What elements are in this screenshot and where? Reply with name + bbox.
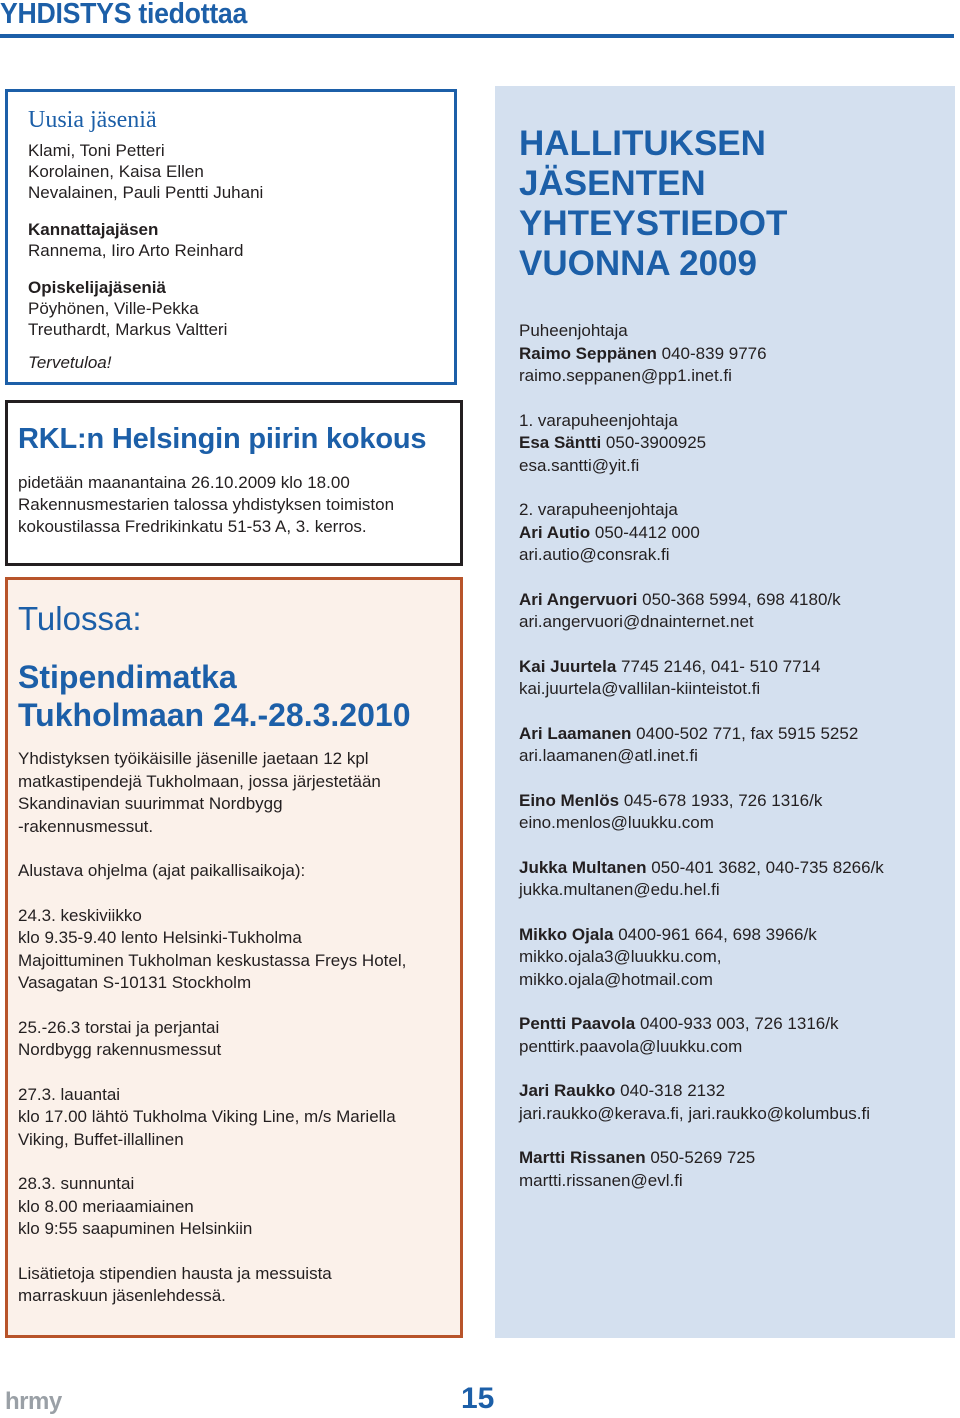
meeting-box [5,400,463,566]
contact-name: Jukka Multanen [519,857,647,877]
contact-email: mikko.ojala3@luukku.com, [519,947,722,966]
contact-name: Eino Menlös [519,790,620,810]
contact-vice-chair-2 [519,499,955,567]
board-title-line: HALLITUKSEN [519,124,766,163]
schedule-day [18,1173,460,1241]
contact-phone: 0400-502 771, fax 5915 5252 [631,723,859,743]
contact-chair [519,320,955,388]
contact-email: raimo.seppanen@pp1.inet.fi [519,366,732,385]
board-contacts-title [519,124,955,284]
contact-phone: 0400-933 003, 726 1316/k [635,1014,839,1033]
contact-name: Martti Rissanen [519,1148,646,1167]
schedule-line: 24.3. keskiviikko [18,905,142,925]
contact-role: 2. varapuheenjohtaja [519,500,678,519]
contact-member [519,1013,955,1058]
header-rule [0,34,954,38]
program-heading: Alustava ohjelma (ajat paikallisaikoja): [18,861,306,880]
contact-email: martti.rissanen@evl.fi [519,1170,683,1190]
trip-title-line: Tukholmaan 24.-28.3.2010 [18,697,411,733]
meeting-line: kokoustilassa Fredrikinkatu 51-53 A, 3. kerros. [18,517,367,536]
contact-phone: 040-318 2132 [615,1081,726,1100]
meeting-line: pidetään maanantaina 26.10.2009 klo 18.00 [18,473,350,492]
contact-phone: 7745 2146, 041- 510 7714 [616,656,821,676]
new-members-heading: Uusia jäseniä [28,107,157,133]
member-name: Rannema, Iiro Arto Reinhard [28,241,244,260]
contact-phone: 050-368 5994, 698 4180/k [637,589,841,609]
member-name: Klami, Toni Petteri [28,141,165,160]
contact-name: Esa Säntti [519,433,602,452]
member-name: Korolainen, Kaisa Ellen [28,162,204,181]
contact-phone: 045-678 1933, 726 1316/k [619,790,823,810]
member-name: Treuthardt, Markus Valtteri [28,320,228,339]
contact-name: Pentti Paavola [519,1014,636,1033]
more-info [18,1263,460,1308]
schedule-line: 25.-26.3 torstai ja perjantai [18,1017,220,1037]
contact-email: esa.santti@yit.fi [519,455,640,475]
more-info-line: marraskuun jäsenlehdessä. [18,1286,226,1305]
contact-name: Mikko Ojala [519,924,614,944]
contact-role: Puheenjohtaja [519,321,628,340]
meeting-line: Rakennusmestarien talossa yhdistyksen toimiston [18,495,395,514]
contact-vice-chair-1 [519,410,955,478]
contact-email: penttirk.paavola@luukku.com [519,1036,743,1056]
contact-phone: 040-839 9776 [656,343,767,363]
contact-phone: 050-5269 725 [645,1148,756,1167]
scholarship-trip-box [5,577,463,1338]
contact-name: Jari Raukko [519,1081,616,1100]
schedule-line: klo 9.35-9.40 lento Helsinki-Tukholma [18,928,302,947]
contact-member [519,1147,955,1192]
contact-email: ari.angervuori@dnainternet.net [519,612,754,631]
new-members-list [28,140,454,340]
member-name: Pöyhönen, Ville-Pekka [28,299,199,318]
intro-line: Yhdistyksen työikäisille jäsenille jaetaan 12 kpl [18,749,369,768]
contact-member [519,656,955,701]
contact-member [519,857,955,902]
publication-logo: hrmy [5,1388,62,1415]
schedule-day [18,1084,460,1152]
page-number: 15 [461,1382,495,1415]
contact-email: jukka.multanen@edu.hel.fi [519,880,720,899]
schedule-line: klo 17.00 lähtö Tukholma Viking Line, m/s Mariella [18,1107,396,1126]
contact-name: Ari Autio [519,522,591,542]
new-members-box [5,89,457,385]
board-title-line: JÄSENTEN [519,164,706,203]
board-title-line: VUONNA 2009 [519,244,757,283]
supporting-member-label: Kannattajajäsen [28,220,159,239]
schedule-line: Vasagatan S-10131 Stockholm [18,973,252,992]
contact-role: 1. varapuheenjohtaja [519,410,678,430]
contact-email: jari.raukko@kerava.fi, jari.raukko@kolumbus.fi [519,1103,871,1123]
contact-phone: 0400-961 664, 698 3966/k [613,924,817,944]
schedule-day [18,905,460,995]
contact-member [519,1080,955,1125]
contact-member [519,790,955,835]
contact-name: Ari Angervuori [519,589,638,609]
contact-email: ari.laamanen@atl.inet.fi [519,746,698,765]
contact-email: eino.menlos@luukku.com [519,813,714,832]
page-header-title: YHDISTYS tiedottaa [0,0,248,30]
welcome-text: Tervetuloa! [28,353,112,372]
contact-member [519,723,955,768]
board-title-line: YHTEYSTIEDOT [519,204,788,243]
contact-name: Kai Juurtela [519,656,617,676]
more-info-line: Lisätietoja stipendien hausta ja messuista [18,1263,332,1283]
contact-member [519,589,955,634]
schedule-line: Viking, Buffet-illallinen [18,1129,184,1149]
trip-title [18,658,460,734]
schedule-line: Majoittuminen Tukholman keskustassa Freys Hotel, [18,950,407,970]
intro-line: Skandinavian suurimmat Nordbygg [18,794,283,813]
schedule-line: klo 8.00 meriaamiainen [18,1196,194,1216]
schedule-line: 27.3. lauantai [18,1084,121,1104]
meeting-title: RKL:n Helsingin piirin kokous [18,423,427,455]
schedule-line: 28.3. sunnuntai [18,1174,135,1193]
meeting-details [18,472,460,538]
contact-name: Ari Laamanen [519,723,632,743]
upcoming-label: Tulossa: [18,600,142,637]
intro-line: matkastipendejä Tukholmaan, jossa järjestetään [18,771,381,791]
contact-name: Raimo Seppänen [519,343,657,363]
board-contacts-panel [495,86,955,1338]
trip-intro [18,748,460,838]
trip-title-line: Stipendimatka [18,659,237,695]
contact-member [519,924,955,992]
schedule-line: klo 9:55 saapuminen Helsinkiin [18,1219,253,1238]
contact-phone: 050-3900925 [601,433,707,452]
schedule-line: Nordbygg rakennusmessut [18,1040,222,1059]
contact-phone: 050-4412 000 [590,522,700,542]
student-members-label: Opiskelijajäseniä [28,278,166,297]
contact-email: mikko.ojala@hotmail.com [519,969,713,989]
member-name: Nevalainen, Pauli Pentti Juhani [28,183,264,202]
schedule-day [18,1017,460,1062]
contact-phone: 050-401 3682, 040-735 8266/k [646,857,884,877]
contact-email: kai.juurtela@vallilan-kiinteistot.fi [519,679,761,698]
contact-email: ari.autio@consrak.fi [519,545,670,564]
intro-line: -rakennusmessut. [18,816,154,836]
